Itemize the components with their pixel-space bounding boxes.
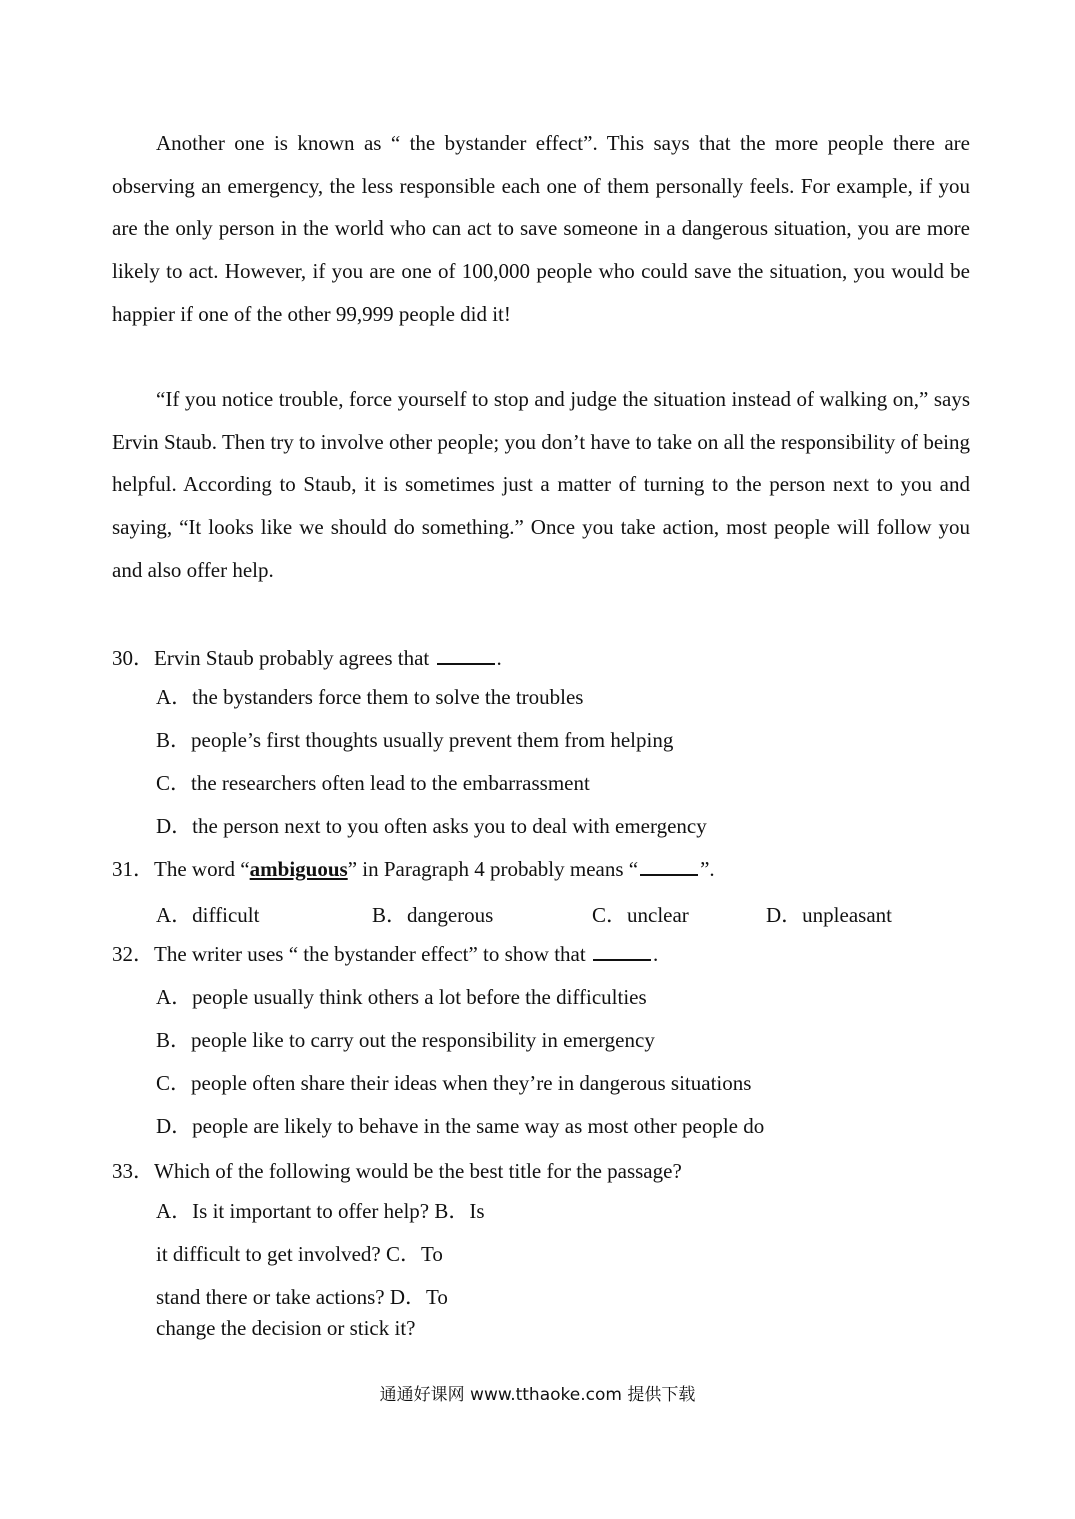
question-33-stem: 33．Which of the following would be the best title for the passage? bbox=[112, 1159, 682, 1183]
question-33-options-line-4: change the decision or stick it? bbox=[156, 1316, 416, 1340]
question-31-option-d: D．unpleasant bbox=[766, 903, 892, 927]
passage-paragraph-2: “If you notice trouble, force yourself to stop and judge the situation instead of walking on,” says Ervin Staub. Then try to involve other people; you don’t have to take on all the responsibility of being helpful. According to Staub, it is sometimes just a matter of turning to the person next to you and saying, “It looks like we should do something.” Once you take action, most people will follow you and also offer help. bbox=[112, 387, 970, 582]
question-31-text-middle: ” in Paragraph 4 probably means “ bbox=[347, 857, 639, 881]
question-31-text: 31．The word “ bbox=[112, 857, 250, 881]
question-31-stem bbox=[112, 853, 715, 883]
question-32-stem bbox=[112, 938, 658, 968]
question-33-options-line-3: stand there or take actions? D．To bbox=[156, 1285, 448, 1309]
question-31-end: ”. bbox=[700, 857, 715, 881]
question-32-option-d: D．people are likely to behave in the same way as most other people do bbox=[156, 1114, 765, 1138]
question-33-options-line-2: it difficult to get involved? C．To bbox=[156, 1242, 443, 1266]
question-30-option-b: B．people’s first thoughts usually prevent them from helping bbox=[156, 728, 674, 752]
question-32-option-a: A．people usually think others a lot before the difficulties bbox=[156, 985, 647, 1009]
passage-paragraph-1: Another one is known as “ the bystander effect”. This says that the more people there are observing an emergency, the less responsible each one of them personally feels. For example, if you are the only person in the world who can act to save someone in a dangerous situation, you are more likely to act. However, if you are one of 100,000 people who could save the situation, you would be happier if one of the other 99,999 people did it! bbox=[112, 131, 970, 326]
question-32-option-c: C．people often share their ideas when they’re in dangerous situations bbox=[156, 1071, 752, 1095]
question-32-option-b: B．people like to carry out the responsibility in emergency bbox=[156, 1028, 655, 1052]
question-31-option-a: A．difficult bbox=[156, 903, 260, 927]
question-33-options-line-1: A．Is it important to offer help? B．Is bbox=[156, 1199, 485, 1223]
footer-source: 通通好课网 www.tthaoke.com 提供下载 bbox=[379, 1385, 696, 1405]
answer-blank bbox=[640, 856, 698, 876]
answer-blank bbox=[437, 645, 495, 665]
answer-blank bbox=[593, 941, 651, 961]
question-30-stem bbox=[112, 642, 502, 672]
question-30-option-c: C．the researchers often lead to the embarrassment bbox=[156, 771, 590, 795]
question-32-end: . bbox=[652, 942, 659, 966]
question-30-option-a: A．the bystanders force them to solve the troubles bbox=[156, 685, 584, 709]
question-32-text: 32．The writer uses “ the bystander effect” to show that bbox=[112, 942, 586, 966]
question-31-option-c: C．unclear bbox=[592, 903, 689, 927]
question-30-end: . bbox=[496, 646, 502, 670]
question-30-option-d: D．the person next to you often asks you to deal with emergency bbox=[156, 814, 707, 838]
underlined-word: ambiguous bbox=[249, 857, 348, 881]
question-31-option-b: B．dangerous bbox=[372, 903, 494, 927]
question-30-text: 30．Ervin Staub probably agrees that bbox=[112, 646, 430, 670]
